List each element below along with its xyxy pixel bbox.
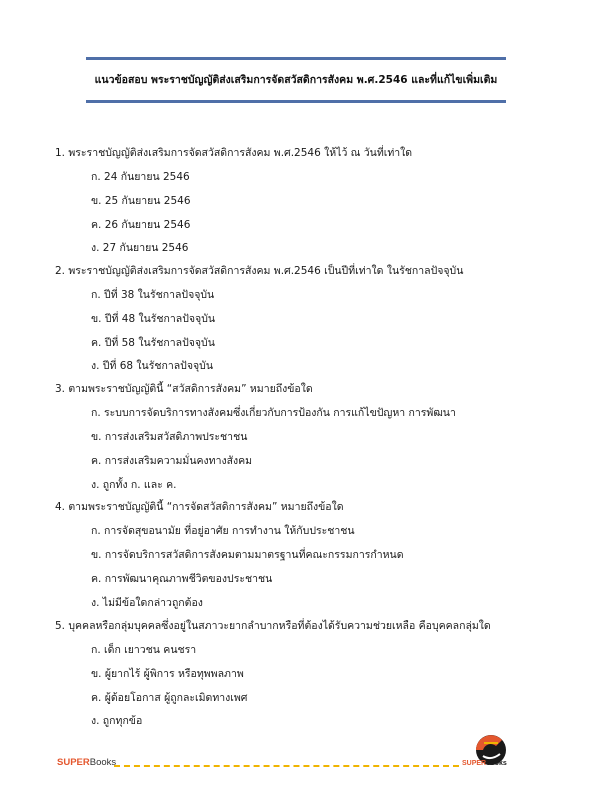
question-5-option-c: ค. ผู้ด้อยโอกาส ผู้ถูกละเมิดทางเพศ (91, 692, 248, 704)
footer-brand-books: Books (89, 757, 117, 768)
page-title: แนวข้อสอบ พระราชบัญญัติส่งเสริมการจัดสวัสดิการสังคม พ.ศ.2546 และที่แก้ไขเพิ่มเติม (94, 74, 498, 86)
question-4-option-a: ก. การจัดสุขอนามัย ที่อยู่อาศัย การทำงาน ให้กับประชาชน (91, 525, 355, 537)
footer-brand (57, 757, 116, 768)
footer-dotted-line (114, 765, 459, 767)
question-4-option-b: ข. การจัดบริการสวัสดิการสังคมตามมาตรฐานที่คณะกรรมการกำหนด (91, 549, 404, 561)
footer-brand-super: SUPER (57, 757, 90, 768)
question-2: 2. พระราชบัญญัติส่งเสริมการจัดสวัสดิการสังคม พ.ศ.2546 เป็นปีที่เท่าใด ในรัชกาลปัจจุบัน (55, 265, 464, 277)
header-rule-top (86, 57, 506, 60)
question-1-option-b: ข. 25 กันยายน 2546 (91, 195, 191, 207)
question-5: 5. บุคคลหรือกลุ่มบุคคลซึ่งอยู่ในสภาวะยากลำบากหรือที่ต้องได้รับความช่วยเหลือ คือบุคคลกลุ่มใด (55, 620, 491, 632)
question-1-option-d: ง. 27 กันยายน 2546 (91, 242, 189, 254)
question-5-option-b: ข. ผู้ยากไร้ ผู้พิการ หรือทุพพลภาพ (91, 668, 244, 680)
question-1: 1. พระราชบัญญัติส่งเสริมการจัดสวัสดิการสังคม พ.ศ.2546 ให้ไว้ ณ วันที่เท่าใด (55, 147, 413, 159)
question-3-option-c: ค. การส่งเสริมความมั่นคงทางสังคม (91, 455, 253, 467)
question-5-option-d: ง. ถูกทุกข้อ (91, 715, 143, 727)
question-2-option-c: ค. ปีที่ 58 ในรัชกาลปัจจุบัน (91, 337, 215, 349)
question-5-option-a: ก. เด็ก เยาวชน คนชรา (91, 644, 197, 656)
header-rule-bottom (86, 100, 506, 103)
question-3-option-b: ข. การส่งเสริมสวัสดิภาพประชาชน (91, 431, 248, 443)
question-3-option-d: ง. ถูกทั้ง ก. และ ค. (91, 479, 177, 491)
header-box (86, 57, 506, 103)
question-2-option-b: ข. ปีที่ 48 ในรัชกาลปัจจุบัน (91, 313, 216, 325)
question-4: 4. ตามพระราชบัญญัตินี้ “การจัดสวัสดิการสังคม” หมายถึงข้อใด (55, 501, 344, 513)
question-3-option-a: ก. ระบบการจัดบริการทางสังคมซึ่งเกี่ยวกับการป้องกัน การแก้ไขปัญหา การพัฒนา (91, 407, 456, 419)
question-1-option-c: ค. 26 กันยายน 2546 (91, 219, 191, 231)
logo-wordmark-books: books (486, 760, 507, 767)
question-2-option-a: ก. ปีที่ 38 ในรัชกาลปัจจุบัน (91, 289, 215, 301)
question-4-option-d: ง. ไม่มีข้อใดกล่าวถูกต้อง (91, 597, 203, 609)
question-2-option-d: ง. ปีที่ 68 ในรัชกาลปัจจุบัน (91, 360, 213, 372)
superbooks-logo-icon (462, 730, 520, 778)
question-3: 3. ตามพระราชบัญญัตินี้ “สวัสดิการสังคม” หมายถึงข้อใด (55, 383, 313, 395)
question-4-option-c: ค. การพัฒนาคุณภาพชีวิตของประชาชน (91, 573, 273, 585)
logo-wordmark-super: SUPER (462, 760, 487, 767)
question-1-option-a: ก. 24 กันยายน 2546 (91, 171, 190, 183)
page-footer (0, 752, 601, 782)
logo-wordmark (462, 760, 507, 767)
